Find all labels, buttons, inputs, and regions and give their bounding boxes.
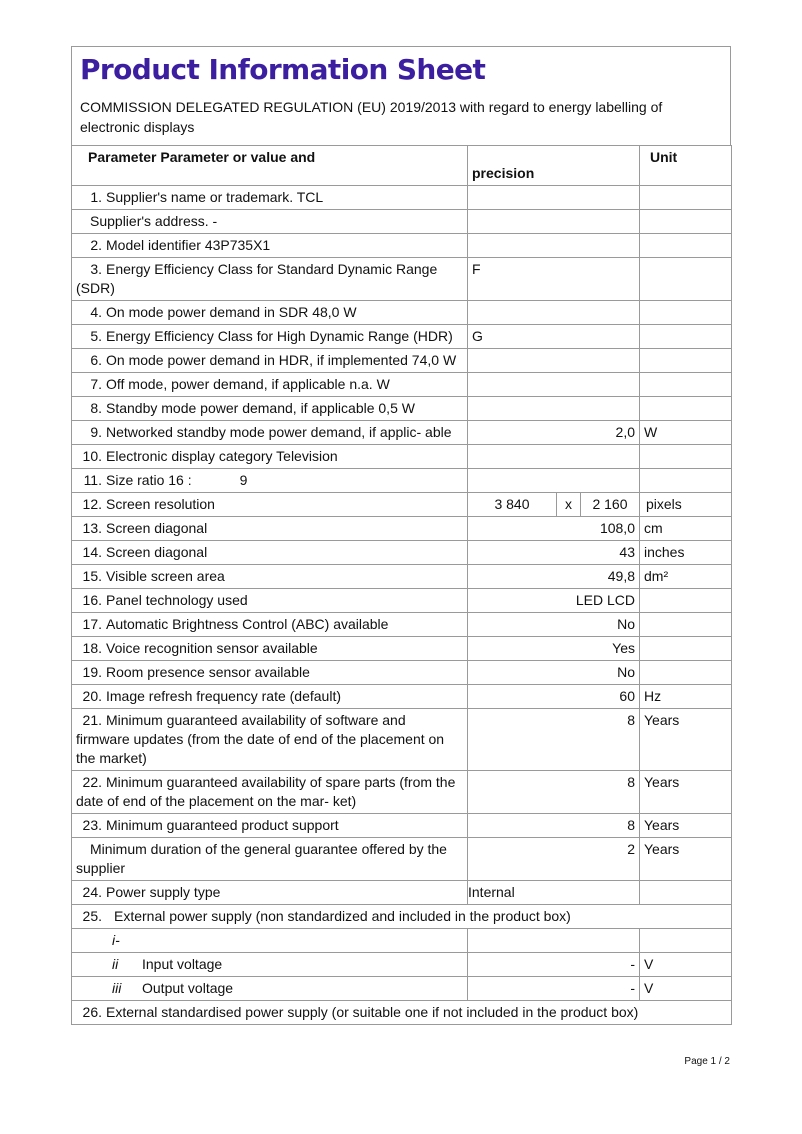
table-row [72, 661, 732, 685]
row-number: 11. [83, 472, 102, 488]
sub-value-cell [468, 953, 640, 977]
table-row [72, 881, 732, 905]
table-row [72, 771, 732, 814]
parameter-label: Supplier's name or trademark. TCL [106, 189, 324, 205]
value-cell [468, 421, 640, 445]
value-cell [468, 469, 640, 493]
row-number: 23. [82, 817, 102, 833]
unit-cell [640, 637, 732, 661]
unit-cell [640, 929, 732, 953]
parameters-table-body [72, 146, 732, 1025]
parameter-value: No [617, 616, 635, 632]
parameter-cell [72, 838, 468, 881]
table-row [72, 565, 732, 589]
value-cell [468, 301, 640, 325]
parameter-cell [72, 685, 468, 709]
value-cell [468, 771, 640, 814]
parameter-cell [72, 210, 468, 234]
unit-value: V [644, 956, 654, 972]
parameter-cell [72, 234, 468, 258]
parameter-cell [72, 709, 468, 771]
value-cell [468, 325, 640, 349]
table-row [72, 838, 732, 881]
table-row [72, 517, 732, 541]
parameter-cell [72, 1001, 732, 1025]
table-row [72, 301, 732, 325]
parameter-cell [72, 421, 468, 445]
parameter-label: Voice recognition sensor available [106, 640, 318, 656]
value-cell [468, 234, 640, 258]
header-parameter: Parameter Parameter or value and [72, 146, 468, 186]
unit-cell [640, 565, 732, 589]
resolution-width: 3 840 [494, 496, 530, 512]
row-number: 3. [90, 261, 102, 277]
table-row [72, 397, 732, 421]
table-row [72, 258, 732, 301]
row-number: 24. [82, 884, 102, 900]
parameter-label: External power supply (non standardized and included in the product box) [114, 908, 571, 924]
unit-value: Hz [644, 688, 662, 704]
unit-cell [640, 469, 732, 493]
unit-cell [640, 977, 732, 1001]
parameter-cell [72, 186, 468, 210]
sub-index: iii [112, 980, 122, 996]
table-row [72, 814, 732, 838]
unit-cell [640, 373, 732, 397]
value-cell [468, 814, 640, 838]
sub-row [72, 929, 732, 953]
table-row [72, 186, 732, 210]
table-row [72, 685, 732, 709]
row-number: 25. [82, 908, 102, 924]
parameter-label: Screen resolution [106, 496, 215, 512]
value-cell [468, 541, 640, 565]
parameter-value: No [617, 664, 635, 680]
value-cell [468, 186, 640, 210]
unit-cell [640, 397, 732, 421]
sub-parameter-cell [72, 953, 468, 977]
sub-value: - [630, 980, 635, 996]
parameter-label: Energy Efficiency Class for Standard Dynamic Range (SDR) [76, 261, 438, 296]
unit-value: Years [644, 774, 680, 790]
row-number: 19. [82, 664, 102, 680]
unit-cell [640, 210, 732, 234]
row-number: 18. [82, 640, 102, 656]
unit-cell [640, 541, 732, 565]
header-value: precision [468, 146, 640, 186]
parameter-value: G [472, 328, 483, 344]
parameter-label: Visible screen area [106, 568, 225, 584]
parameter-value: F [472, 261, 481, 277]
parameter-label: Off mode, power demand, if applicable n.a. W [106, 376, 390, 392]
unit-cell [640, 771, 732, 814]
row-number: 7. [90, 376, 102, 392]
parameter-label: Supplier's address. - [90, 213, 218, 229]
unit-cell [640, 881, 732, 905]
unit-cell [640, 258, 732, 301]
row-number: 26. [82, 1004, 102, 1020]
parameter-label: Energy Efficiency Class for High Dynamic Range (HDR) [106, 328, 453, 344]
parameter-label: Model identifier 43P735X1 [106, 237, 271, 253]
table-header-row [72, 146, 732, 186]
row-number: 15. [82, 568, 102, 584]
header-unit: Unit [640, 146, 732, 186]
unit-cell [640, 613, 732, 637]
sub-label: Output voltage [142, 980, 234, 996]
parameter-label: Power supply type [106, 884, 221, 900]
row-number: 9. [90, 424, 102, 440]
parameter-value: 8 [627, 712, 635, 728]
unit-value: W [644, 424, 658, 440]
value-cell [468, 685, 640, 709]
table-row [72, 1001, 732, 1025]
parameter-cell [72, 661, 468, 685]
resolution-separator: x [565, 496, 572, 512]
parameter-cell [72, 493, 468, 517]
parameter-label: External standardised power supply (or suitable one if not included in the product box) [106, 1004, 639, 1020]
row-number: 20. [82, 688, 102, 704]
row-number: 6. [90, 352, 102, 368]
sub-parameter-cell [72, 929, 468, 953]
parameter-cell [72, 905, 732, 929]
parameter-label: On mode power demand in HDR, if implemented 74,0 W [106, 352, 457, 368]
sub-label: Input voltage [142, 956, 223, 972]
value-cell [468, 613, 640, 637]
row-number: 17. [82, 616, 102, 632]
row-number: 14. [82, 544, 102, 560]
value-cell [468, 258, 640, 301]
row-number: 8. [90, 400, 102, 416]
parameter-cell [72, 814, 468, 838]
parameter-cell [72, 325, 468, 349]
sub-value-cell [468, 977, 640, 1001]
parameter-cell [72, 349, 468, 373]
unit-cell [640, 421, 732, 445]
row-number: 1. [90, 189, 102, 205]
row-number: 2. [90, 237, 102, 253]
parameter-value: Internal [468, 884, 515, 900]
resolution-width-cell [468, 493, 557, 517]
parameter-label: Screen diagonal [106, 544, 208, 560]
parameter-cell [72, 565, 468, 589]
table-row [72, 469, 732, 493]
unit-cell [640, 349, 732, 373]
parameter-cell [72, 541, 468, 565]
parameter-label: Standby mode power demand, if applicable 0,5 W [106, 400, 415, 416]
table-row [72, 709, 732, 771]
table-row [72, 210, 732, 234]
row-number: 10. [82, 448, 102, 464]
parameter-cell [72, 258, 468, 301]
parameter-cell [72, 373, 468, 397]
parameter-cell [72, 637, 468, 661]
unit-cell [640, 493, 732, 517]
parameter-label: Electronic display category Television [106, 448, 338, 464]
unit-cell [640, 838, 732, 881]
parameter-label: On mode power demand in SDR 48,0 W [106, 304, 357, 320]
value-cell [468, 517, 640, 541]
parameter-value: 2,0 [615, 424, 635, 440]
parameter-value: 43 [619, 544, 635, 560]
parameter-extra: 9 [239, 472, 248, 488]
value-cell [468, 838, 640, 881]
parameter-cell [72, 397, 468, 421]
parameter-cell [72, 881, 468, 905]
unit-value: dm² [644, 568, 669, 584]
parameter-label: Networked standby mode power demand, if applic- able [106, 424, 452, 440]
page-number: Page 1 / 2 [684, 1056, 730, 1067]
unit-value: pixels [646, 496, 682, 512]
parameter-label: Image refresh frequency rate (default) [106, 688, 342, 704]
unit-cell [640, 685, 732, 709]
parameter-label: Panel technology used [106, 592, 248, 608]
title-box [71, 46, 731, 145]
sub-row [72, 953, 732, 977]
parameter-cell [72, 301, 468, 325]
parameter-cell [72, 613, 468, 637]
page-title: Product Information Sheet [80, 53, 486, 86]
row-number: 12. [82, 496, 102, 512]
table-row [72, 905, 732, 929]
parameter-cell [72, 771, 468, 814]
sub-index: ii [112, 956, 119, 972]
sub-index: i- [112, 932, 120, 948]
parameter-value: 49,8 [607, 568, 635, 584]
unit-cell [640, 589, 732, 613]
parameter-value: 108,0 [599, 520, 635, 536]
parameter-value: LED LCD [575, 592, 635, 608]
table-row [72, 349, 732, 373]
unit-cell [640, 234, 732, 258]
sub-parameter-cell [72, 977, 468, 1001]
row-number: 4. [90, 304, 102, 320]
parameter-label: Minimum guaranteed product support [106, 817, 339, 833]
unit-value: inches [644, 544, 685, 560]
parameter-label: Minimum guaranteed availability of spare parts (from the date of end of the placement on the mar- ket) [76, 774, 456, 809]
parameter-label: Size ratio 16 : [106, 472, 192, 488]
unit-value: Years [644, 841, 680, 857]
value-cell [468, 373, 640, 397]
parameter-value: 60 [619, 688, 635, 704]
row-number: 22. [82, 774, 102, 790]
unit-value: Years [644, 712, 680, 728]
unit-value: V [644, 980, 654, 996]
parameter-cell [72, 517, 468, 541]
unit-cell [640, 325, 732, 349]
parameter-value: 8 [627, 774, 635, 790]
table-row [72, 325, 732, 349]
parameter-value: 2 [627, 841, 635, 857]
parameter-value: Yes [612, 640, 635, 656]
table-row [72, 589, 732, 613]
unit-cell [640, 661, 732, 685]
parameter-label: Screen diagonal [106, 520, 208, 536]
unit-cell [640, 186, 732, 210]
sub-row [72, 977, 732, 1001]
product-information-sheet [71, 46, 731, 1025]
parameter-label: Room presence sensor available [106, 664, 310, 680]
table-row [72, 637, 732, 661]
table-row [72, 493, 732, 517]
row-number: 16. [82, 592, 102, 608]
value-cell [468, 661, 640, 685]
table-row [72, 373, 732, 397]
parameter-cell [72, 469, 468, 493]
row-number: 21. [82, 712, 102, 728]
unit-cell [640, 709, 732, 771]
unit-cell [640, 301, 732, 325]
parameter-value: 8 [627, 817, 635, 833]
value-cell [468, 709, 640, 771]
resolution-height: 2 160 [592, 496, 628, 512]
unit-cell [640, 814, 732, 838]
parameter-label: Automatic Brightness Control (ABC) available [106, 616, 389, 632]
table-row [72, 234, 732, 258]
parameter-cell [72, 589, 468, 613]
table-row [72, 541, 732, 565]
value-cell [468, 445, 640, 469]
table-row [72, 421, 732, 445]
sub-value-cell [468, 929, 640, 953]
table-row [72, 613, 732, 637]
value-cell [468, 210, 640, 234]
value-cell [468, 397, 640, 421]
value-cell [468, 349, 640, 373]
unit-value: cm [644, 520, 663, 536]
table-row [72, 445, 732, 469]
row-number: 13. [82, 520, 102, 536]
parameter-label: Minimum guaranteed availability of software and firmware updates (from the date of end of the placement on the market) [76, 712, 445, 766]
parameter-label: Minimum duration of the general guarantee offered by the supplier [76, 841, 447, 876]
unit-cell [640, 445, 732, 469]
value-cell [468, 637, 640, 661]
sub-value: - [630, 956, 635, 972]
parameters-table [71, 145, 732, 1025]
resolution-x-cell [557, 493, 581, 517]
parameter-cell [72, 445, 468, 469]
value-cell [468, 589, 640, 613]
value-cell [468, 565, 640, 589]
regulation-subtitle: COMMISSION DELEGATED REGULATION (EU) 2019/2013 with regard to energy labelling of electronic displays [80, 99, 663, 135]
unit-value: Years [644, 817, 680, 833]
row-number: 5. [90, 328, 102, 344]
unit-cell [640, 517, 732, 541]
unit-cell [640, 953, 732, 977]
value-cell [468, 881, 640, 905]
resolution-height-cell [581, 493, 640, 517]
